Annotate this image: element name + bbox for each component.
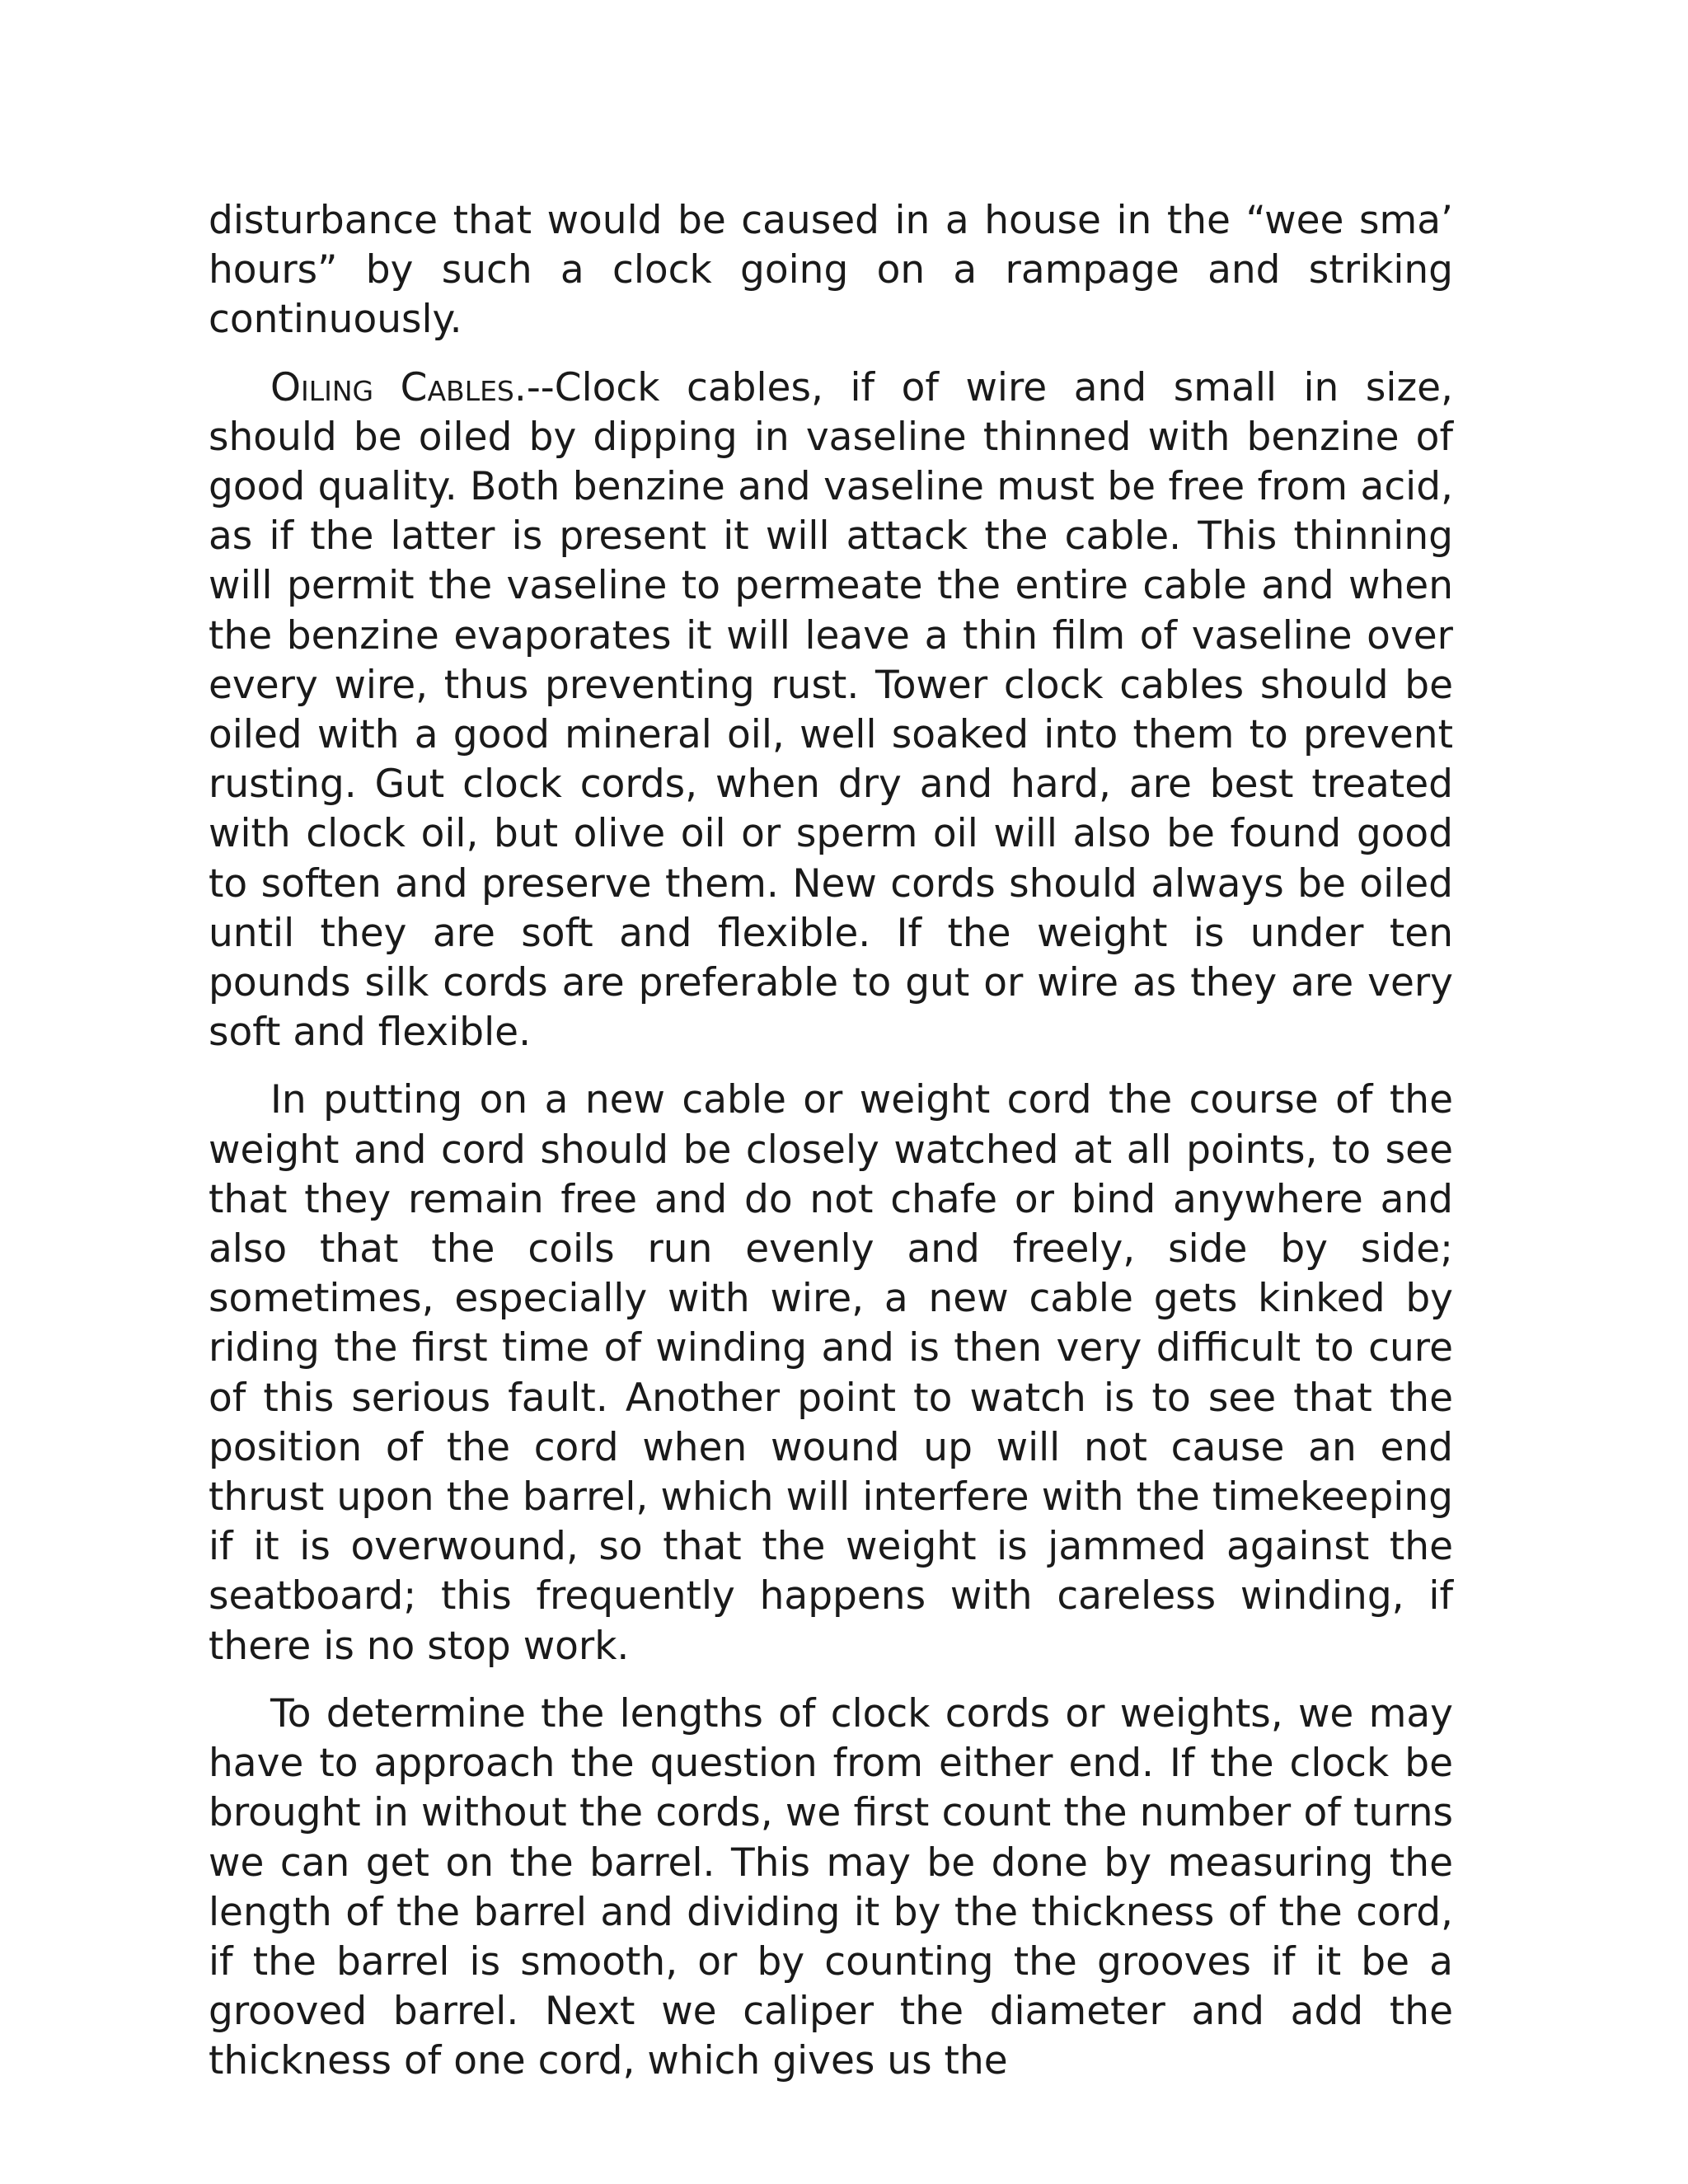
paragraph-text: In putting on a new cable or weight cord the course of the weight and cord should be closely watched at all points, to see that they remain free and do not chafe or bind anywhere and also that the coils run evenly and freely, side by side; sometimes, especially with wire, a new cable gets kinked by riding the first time of winding and is then very difficult to cure of this serious fault. Another point to watch is to see that the position of the cord when wound up will not cause an end thrust upon the barrel, which will interfere with the timekeeping if it is overwound, so that the weight is jammed against the seatboard; this frequently happens with careless winding, if there is no stop work. bbox=[209, 1077, 1453, 1669]
paragraph-new-cable bbox=[209, 1076, 1453, 1671]
paragraph-oiling-cables bbox=[209, 363, 1453, 1058]
paragraph-text: disturbance that would be caused in a house in the “wee sma’ hours” by such a clock going on a rampage and striking continuously. bbox=[209, 198, 1453, 343]
paragraph-text: To determine the lengths of clock cords or weights, we may have to approach the question from either end. If the clock be brought in without the cords, we first count the number of turns we can get on the barrel. This may be done by measuring the length of the barrel and dividing it by the thickness of the cord, if the barrel is smooth, or by counting the grooves if it be a grooved barrel. Next we caliper the diameter and add the thickness of one cord, which gives us the bbox=[209, 1690, 1453, 2084]
paragraph-continuation bbox=[209, 196, 1453, 345]
paragraph-text: --Clock cables, if of wire and small in size, should be oiled by dipping in vaseline thinned with benzine of good quality. Both benzine and vaseline must be free from acid, as if the latter is present it will attack the cable. This thinning will permit the vaseline to permeate the entire cable and when the benzine evaporates it will leave a thin film of vaseline over every wire, thus preventing rust. Tower clock cables should be oiled with a good mineral oil, well soaked into them to prevent rusting. Gut clock cords, when dry and hard, are best treated with clock oil, but olive oil or sperm oil will also be found good to soften and preserve them. New cords should always be oiled until they are soft and flexible. If the weight is under ten pounds silk cords are preferable to gut or wire as they are very soft and flexible. bbox=[209, 364, 1453, 1056]
paragraph-cord-lengths bbox=[209, 1690, 1453, 2087]
section-heading: Oiling Cables. bbox=[270, 364, 527, 410]
document-page bbox=[209, 196, 1453, 2105]
